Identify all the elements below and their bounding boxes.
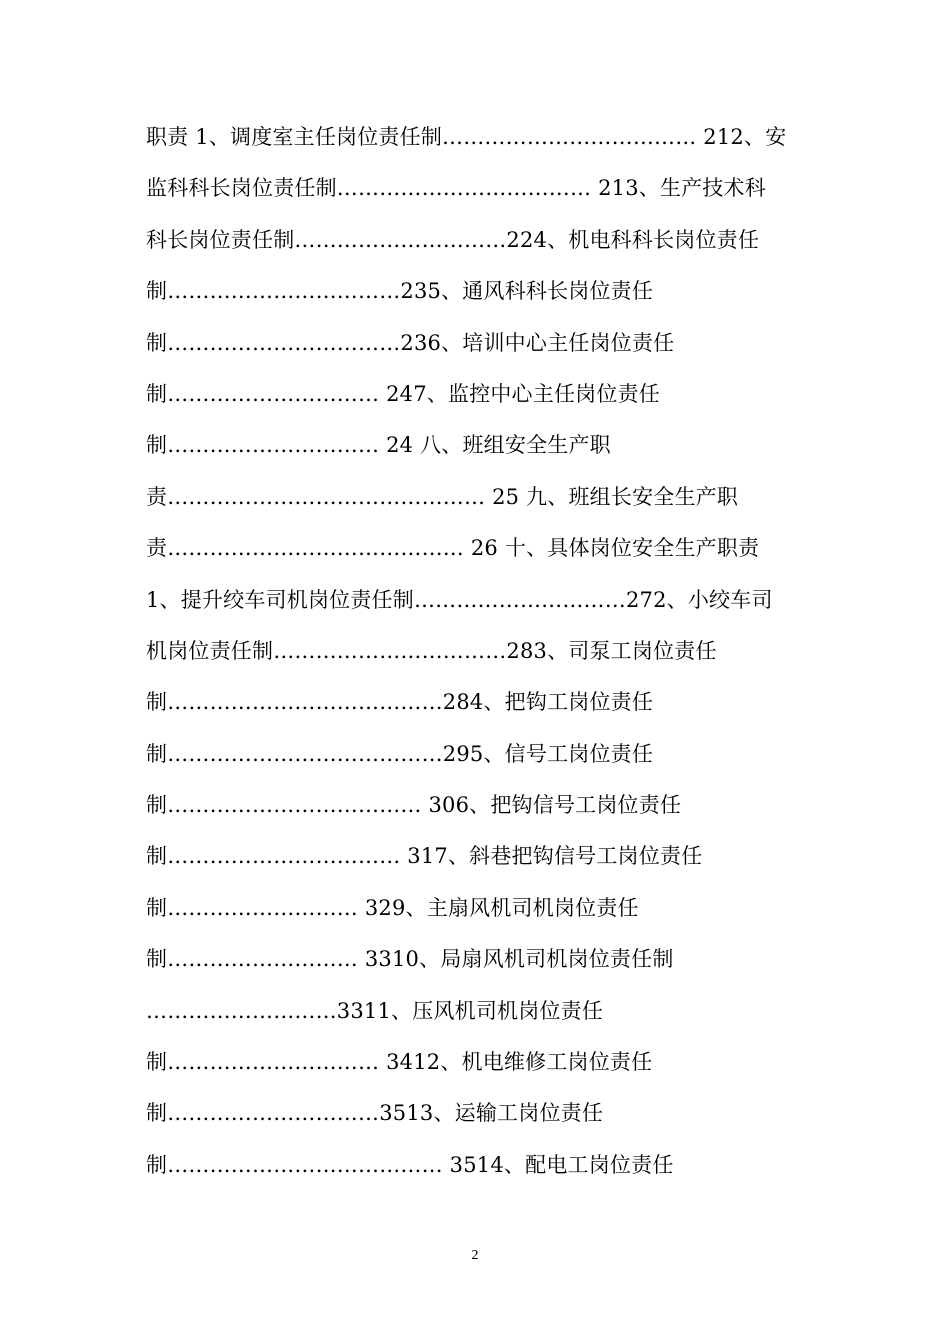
- toc-line: 制……………………… 329、主扇风机司机岗位责任: [146, 896, 639, 920]
- toc-line: 制…………………………………295、信号工岗位责任: [146, 742, 654, 766]
- toc-line: 机岗位责任制……………………………283、司泵工岗位责任: [146, 639, 717, 663]
- toc-line: 职责 1、调度室主任岗位责任制……………………………… 212、安: [146, 125, 787, 149]
- toc-line: 制……………………………235、通风科科长岗位责任: [146, 279, 654, 303]
- toc-line: 制………………………… 247、监控中心主任岗位责任: [146, 382, 660, 406]
- toc-line: 制………………………… 3412、机电维修工岗位责任: [146, 1050, 653, 1074]
- toc-line: 1、提升绞车司机岗位责任制…………………………272、小绞车司: [146, 588, 773, 612]
- toc-line: 监科科长岗位责任制……………………………… 213、生产技术科: [146, 176, 766, 200]
- toc-line: 制…………………………3513、运输工岗位责任: [146, 1101, 604, 1125]
- toc-line: ………………………3311、压风机司机岗位责任: [146, 999, 604, 1023]
- toc-line: 科长岗位责任制…………………………224、机电科科长岗位责任: [146, 228, 760, 252]
- toc-line: 制……………………………… 306、把钩信号工岗位责任: [146, 793, 682, 817]
- toc-line: 责……………………………………… 25 九、班组长安全生产职: [146, 485, 739, 509]
- toc-line: 制……………………… 3310、局扇风机司机岗位责任制: [146, 947, 674, 971]
- toc-line: 责…………………………………… 26 十、具体岗位安全生产职责: [146, 536, 760, 560]
- toc-line: 制……………………………236、培训中心主任岗位责任: [146, 331, 675, 355]
- toc-line: 制…………………………… 317、斜巷把钩信号工岗位责任: [146, 844, 703, 868]
- toc-line: 制………………………………… 3514、配电工岗位责任: [146, 1153, 674, 1177]
- page-number: 2: [471, 1248, 479, 1263]
- toc-line: 制………………………… 24 八、班组安全生产职: [146, 433, 611, 457]
- toc-line: 制…………………………………284、把钩工岗位责任: [146, 690, 654, 714]
